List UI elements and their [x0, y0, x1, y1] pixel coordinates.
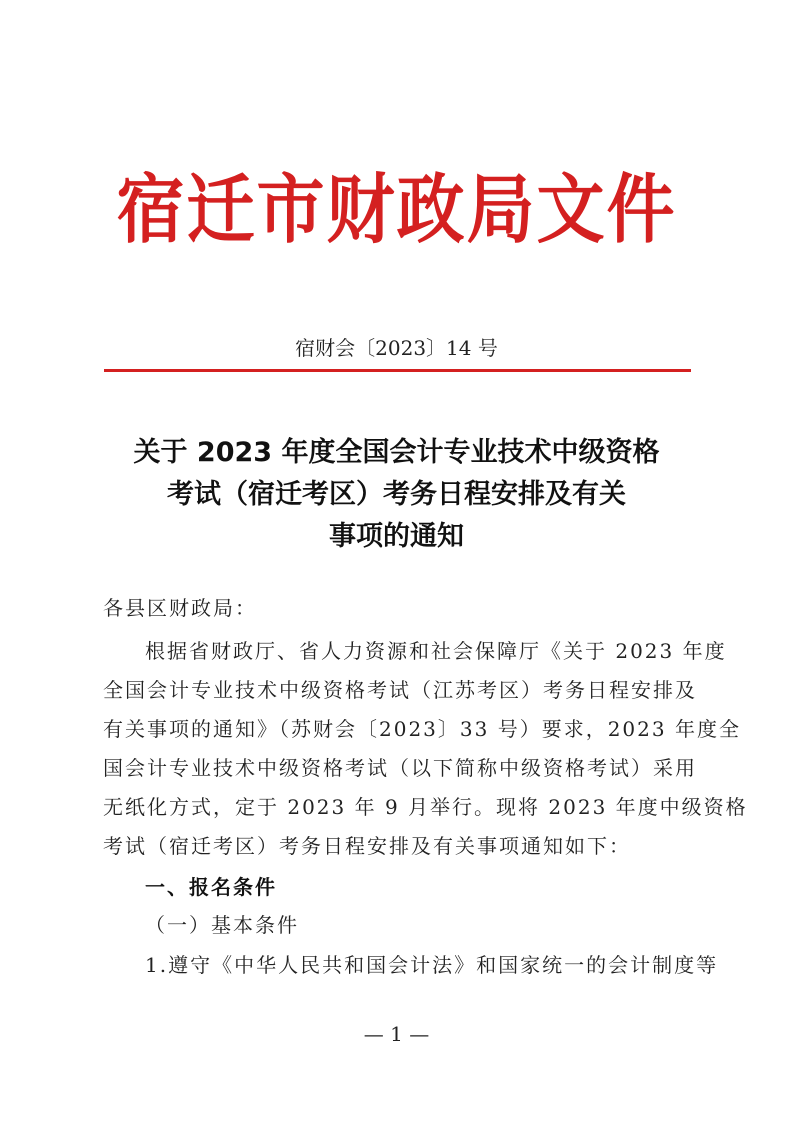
title-line-2: 考试（宿迁考区）考务日程安排及有关: [167, 479, 626, 510]
paragraph-line: 有关事项的通知》（苏财会〔2023〕33 号）要求，2023 年度全: [103, 717, 741, 741]
paragraph-line: 考试（宿迁考区）考务日程安排及有关事项通知如下：: [103, 834, 631, 858]
page-number: — 1 —: [363, 1022, 430, 1046]
title-line-1: 关于 2023 年度全国会计专业技术中级资格: [133, 437, 660, 468]
paragraph-line: 全国会计专业技术中级资格考试（江苏考区）考务日程安排及: [103, 678, 697, 702]
red-divider-line: [104, 369, 691, 372]
salutation: 各县区财政局：: [103, 596, 257, 620]
paragraph-line: 根据省财政厅、省人力资源和社会保障厅《关于 2023 年度: [145, 639, 727, 663]
list-item: 1.遵守《中华人民共和国会计法》和国家统一的会计制度等: [145, 953, 719, 977]
section-heading: 一、报名条件: [145, 875, 277, 899]
document-number: 宿财会〔2023〕14 号: [295, 336, 498, 360]
document-title: [80, 432, 713, 558]
paragraph-line: 国会计专业技术中级资格考试（以下简称中级资格考试）采用: [103, 756, 697, 780]
paragraph-line: 无纸化方式，定于 2023 年 9 月举行。现将 2023 年度中级资格: [103, 795, 748, 819]
title-line-3: 事项的通知: [329, 521, 464, 552]
intro-paragraph: [103, 632, 748, 866]
masthead-title: 宿迁市财政局文件: [116, 167, 677, 255]
subsection-heading: （一）基本条件: [145, 913, 299, 937]
